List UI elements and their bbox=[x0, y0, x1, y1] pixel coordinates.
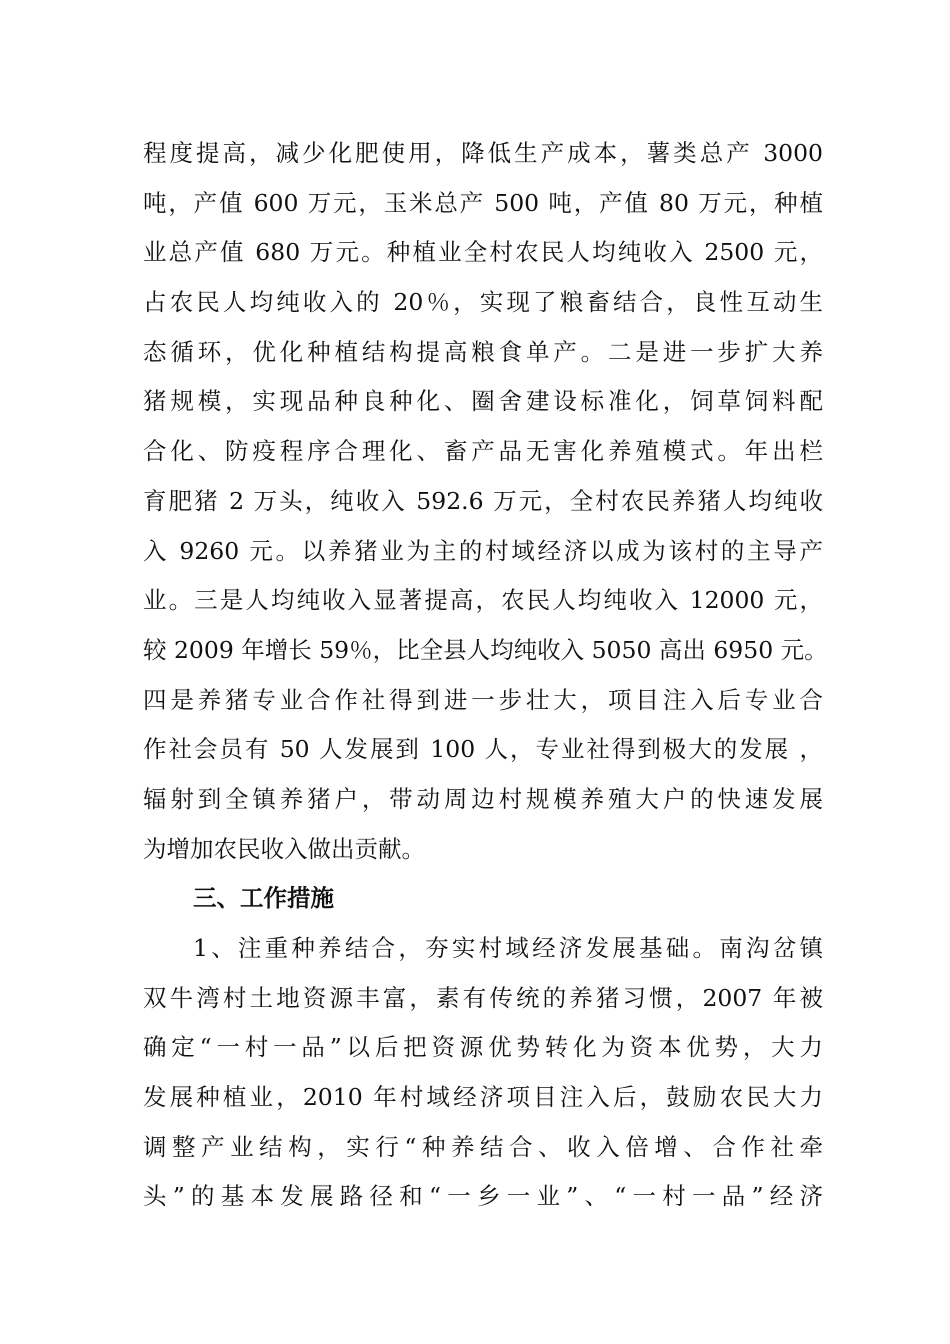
section-heading: 三、工作措施 bbox=[193, 884, 334, 913]
text-line: 确定“一村一品”以后把资源优势转化为资本优势，大力 bbox=[143, 1033, 823, 1062]
text-line: 辐射到全镇养猪户，带动周边村规模养殖大户的快速发展 bbox=[143, 784, 823, 813]
text-line: 头”的基本发展路径和“一乡一业”、“一村一品”经济 bbox=[143, 1182, 823, 1211]
text-line: 1、注重种养结合，夯实村域经济发展基础。南沟岔镇 bbox=[193, 934, 823, 962]
text-line: 较 2009 年增长 59％，比全县人均纯收入 5050 高出 6950 元。 bbox=[143, 635, 828, 664]
document-body bbox=[143, 129, 828, 1222]
text-line: 发展种植业，2010 年村域经济项目注入后，鼓励农民大力 bbox=[143, 1083, 823, 1112]
text-line: 调整产业结构，实行“种养结合、收入倍增、合作社牵 bbox=[143, 1132, 823, 1161]
text-line: 双牛湾村土地资源丰富，素有传统的养猪习惯，2007 年被 bbox=[143, 983, 823, 1012]
text-line: 入 9260 元。以养猪业为主的村域经济以成为该村的主导产 bbox=[143, 536, 823, 565]
text-line: 为增加农民收入做出贡献。 bbox=[143, 834, 425, 863]
text-line: 四是养猪专业合作社得到进一步壮大，项目注入后专业合 bbox=[143, 685, 823, 714]
text-line: 业总产值 680 万元。种植业全村农民人均纯收入 2500 元， bbox=[143, 238, 823, 267]
text-line: 育肥猪 2 万头，纯收入 592.6 万元，全村农民养猪人均纯收 bbox=[143, 486, 823, 515]
text-line: 业。三是人均纯收入显著提高，农民人均纯收入 12000 元， bbox=[143, 586, 823, 615]
text-line: 程度提高，减少化肥使用，降低生产成本，薯类总产 3000 bbox=[143, 139, 823, 167]
text-line: 猪规模，实现品种良种化、圈舍建设标准化，饲草饲料配 bbox=[143, 387, 823, 416]
text-line: 吨，产值 600 万元，玉米总产 500 吨，产值 80 万元，种植 bbox=[143, 188, 823, 217]
text-line: 态循环，优化种植结构提高粮食单产。二是进一步扩大养 bbox=[143, 337, 823, 366]
text-line: 占农民人均纯收入的 20％，实现了粮畜结合，良性互动生 bbox=[143, 288, 823, 317]
text-line: 合化、防疫程序合理化、畜产品无害化养殖模式。年出栏 bbox=[143, 437, 823, 466]
text-line: 作社会员有 50 人发展到 100 人，专业社得到极大的发展 ， bbox=[143, 735, 823, 764]
